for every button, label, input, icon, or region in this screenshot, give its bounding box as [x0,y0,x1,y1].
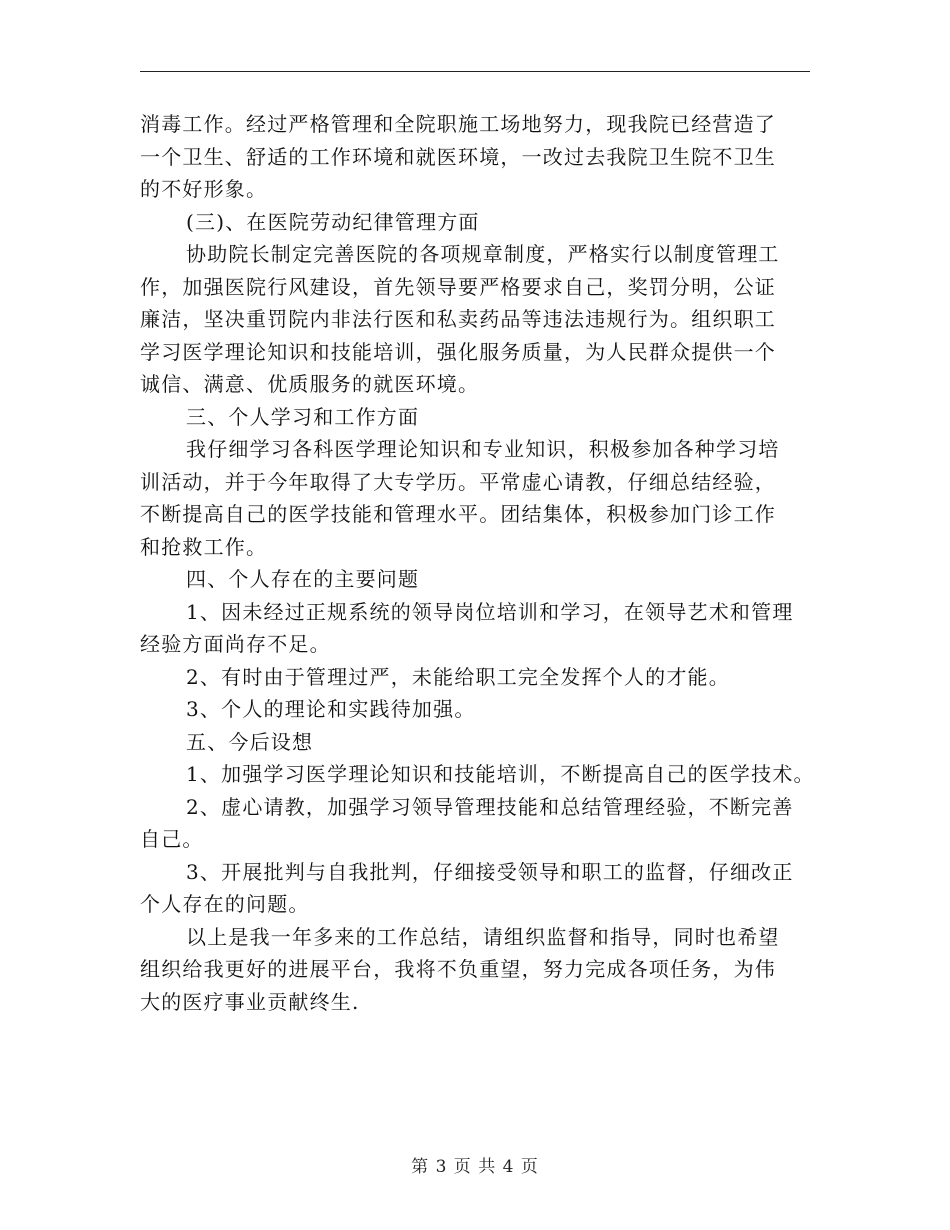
list-item: 3、个人的理论和实践待加强。 [186,697,476,721]
section-heading: 五、今后设想 [186,729,314,754]
text-line: 学习医学理论知识和技能培训，强化服务质量，为人民群众提供一个 [140,339,776,364]
text-line: 一个卫生、舒适的工作环境和就医环境，一改过去我院卫生院不卫生 [140,144,776,169]
text-line: 组织给我更好的进展平台，我将不负重望，努力完成各项任务，为伟 [140,957,776,981]
text-line: 自己。 [140,827,204,851]
text-line: 训活动，并于今年取得了大专学历。平常虚心请教，仔细总结经验， [140,469,776,494]
text-line: 作，加强医院行风建设，首先领导要严格要求自己，奖罚分明，公证 [140,274,776,299]
document-body [140,108,815,1018]
paragraph-start: 协助院长制定完善医院的各项规章制度，严格实行以制度管理工 [186,242,780,266]
text-line: 经验方面尚存不足。 [140,632,331,656]
text-line: 个人存在的问题。 [140,892,310,916]
text-line: 的不好形象。 [140,177,268,201]
list-item: 2、虚心请教，加强学习领导管理技能和总结管理经验，不断完善 [186,794,794,819]
list-item: 2、有时由于管理过严，未能给职工完全发挥个人的才能。 [186,664,730,689]
text-line: 廉洁，坚决重罚院内非法行医和私卖药品等违法违规行为。组织职工 [140,307,776,331]
paragraph-start: 我仔细学习各科医学理论知识和专业知识，积极参加各种学习培 [186,437,780,461]
text-line: 大的医疗事业贡献终生. [140,989,360,1014]
header-rule [140,71,810,72]
text-line: 诚信、满意、优质服务的就医环境。 [140,372,480,396]
section-heading: (三)、在医院劳动纪律管理方面 [186,209,480,234]
section-heading: 四、个人存在的主要问题 [186,567,420,591]
paragraph-start: 以上是我一年多来的工作总结，请组织监督和指导，同时也希望 [186,924,780,949]
text-line: 不断提高自己的医学技能和管理水平。团结集体，积极参加门诊工作 [140,502,776,526]
list-item: 1、因未经过正规系统的领导岗位培训和学习，在领导艺术和管理 [186,599,794,624]
text-line: 消毒工作。经过严格管理和全院职施工场地努力，现我院已经营造了 [140,112,776,136]
list-item: 1、加强学习医学理论知识和技能培训，不断提高自己的医学技术。 [186,762,815,786]
list-item: 3、开展批判与自我批判，仔细接受领导和职工的监督，仔细改正 [186,859,794,884]
text-line: 和抢救工作。 [140,534,268,559]
page-number: 第 3 页 共 4 页 [411,1157,539,1177]
section-heading: 三、个人学习和工作方面 [186,404,420,429]
